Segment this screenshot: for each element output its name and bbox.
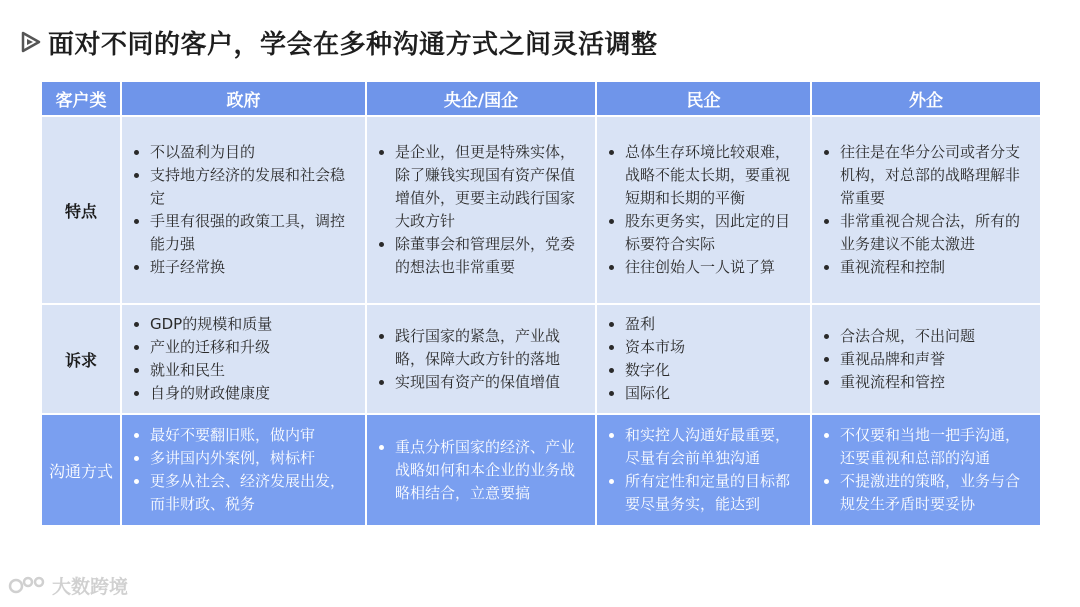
list-item: • 手里有很强的政策工具，调控能力强 (150, 210, 359, 256)
cell-communication-private (596, 414, 811, 526)
list-item: • 不仅要和当地一把手沟通，还要重视和总部的沟通 (840, 424, 1034, 470)
cell-features-soe (366, 116, 596, 304)
cell-features-private (596, 116, 811, 304)
cell-demands-foreign (811, 304, 1041, 414)
list-item: • 数字化 (625, 359, 804, 382)
bullet-list (367, 432, 595, 509)
page-title (20, 22, 658, 62)
list-item: • 是企业，但更是特殊实体，除了赚钱实现国有资产保值增值外，更要主动践行国家大政方针 (395, 141, 589, 233)
list-item: • 支持地方经济的发展和社会稳定 (150, 164, 359, 210)
list-item: • 往往创始人一人说了算 (625, 256, 804, 279)
header-government: 政府 (121, 81, 366, 116)
watermark-logo (8, 572, 128, 599)
bullet-list (367, 137, 595, 283)
list-item: • 合法合规，不出问题 (840, 325, 1034, 348)
cell-demands-government (121, 304, 366, 414)
row-label-demands: 诉求 (41, 304, 121, 414)
triangle-arrow-icon (20, 31, 42, 53)
list-item: • 除董事会和管理层外，党委的想法也非常重要 (395, 233, 589, 279)
list-item: • 最好不要翻旧账，做内审 (150, 424, 359, 447)
list-item: • 班子经常换 (150, 256, 359, 279)
table-row-communication (41, 414, 1041, 526)
table-header-row (41, 81, 1041, 116)
table-row-features (41, 116, 1041, 304)
list-item: • 就业和民生 (150, 359, 359, 382)
customer-comparison-table (40, 80, 1042, 527)
list-item: • 资本市场 (625, 336, 804, 359)
list-item: • 所有定性和定量的目标都要尽量务实，能达到 (625, 470, 804, 516)
header-customer-type: 客户类 (41, 81, 121, 116)
bullet-list (122, 309, 365, 409)
list-item: • 不以盈利为目的 (150, 141, 359, 164)
list-item: • 践行国家的紧急，产业战略，保障大政方针的落地 (395, 325, 589, 371)
logo-icon (8, 574, 48, 598)
list-item: • 自身的财政健康度 (150, 382, 359, 405)
cell-features-government (121, 116, 366, 304)
bullet-list (597, 309, 810, 409)
page-title-text: 面对不同的客户，学会在多种沟通方式之间灵活调整 (48, 29, 658, 60)
list-item: • 重视流程和管控 (840, 371, 1034, 394)
list-item: • 产业的迁移和升级 (150, 336, 359, 359)
table-row-demands (41, 304, 1041, 414)
list-item: • 往往是在华分公司或者分支机构，对总部的战略理解非常重要 (840, 141, 1034, 210)
list-item: • 国际化 (625, 382, 804, 405)
list-item: • 总体生存环境比较艰难，战略不能太长期，要重视短期和长期的平衡 (625, 141, 804, 210)
bullet-list (812, 420, 1040, 520)
header-soe: 央企/国企 (366, 81, 596, 116)
bullet-list (122, 420, 365, 520)
row-label-communication: 沟通方式 (41, 414, 121, 526)
list-item: • 股东更务实，因此定的目标要符合实际 (625, 210, 804, 256)
list-item: • 实现国有资产的保值增值 (395, 371, 589, 394)
bullet-list (122, 137, 365, 283)
list-item: • 多讲国内外案例，树标杆 (150, 447, 359, 470)
list-item: • 不提激进的策略，业务与合规发生矛盾时要妥协 (840, 470, 1034, 516)
bullet-list (597, 137, 810, 283)
list-item: • 和实控人沟通好最重要，尽量有会前单独沟通 (625, 424, 804, 470)
cell-communication-government (121, 414, 366, 526)
list-item: • 更多从社会、经济发展出发，而非财政、税务 (150, 470, 359, 516)
header-foreign: 外企 (811, 81, 1041, 116)
header-private: 民企 (596, 81, 811, 116)
list-item: • 盈利 (625, 313, 804, 336)
list-item: • 重视流程和控制 (840, 256, 1034, 279)
list-item: • GDP的规模和质量 (150, 313, 359, 336)
bullet-list (812, 137, 1040, 283)
bullet-list (597, 420, 810, 520)
cell-features-foreign (811, 116, 1041, 304)
logo-text: 大数跨境 (52, 576, 129, 598)
bullet-list (812, 321, 1040, 398)
list-item: • 非常重视合规合法，所有的业务建议不能太激进 (840, 210, 1034, 256)
row-label-features: 特点 (41, 116, 121, 304)
cell-demands-private (596, 304, 811, 414)
list-item: • 重点分析国家的经济、产业战略如何和本企业的业务战略相结合，立意要搞 (395, 436, 589, 505)
list-item: • 重视品牌和声誉 (840, 348, 1034, 371)
bullet-list (367, 321, 595, 398)
cell-communication-foreign (811, 414, 1041, 526)
cell-communication-soe (366, 414, 596, 526)
cell-demands-soe (366, 304, 596, 414)
